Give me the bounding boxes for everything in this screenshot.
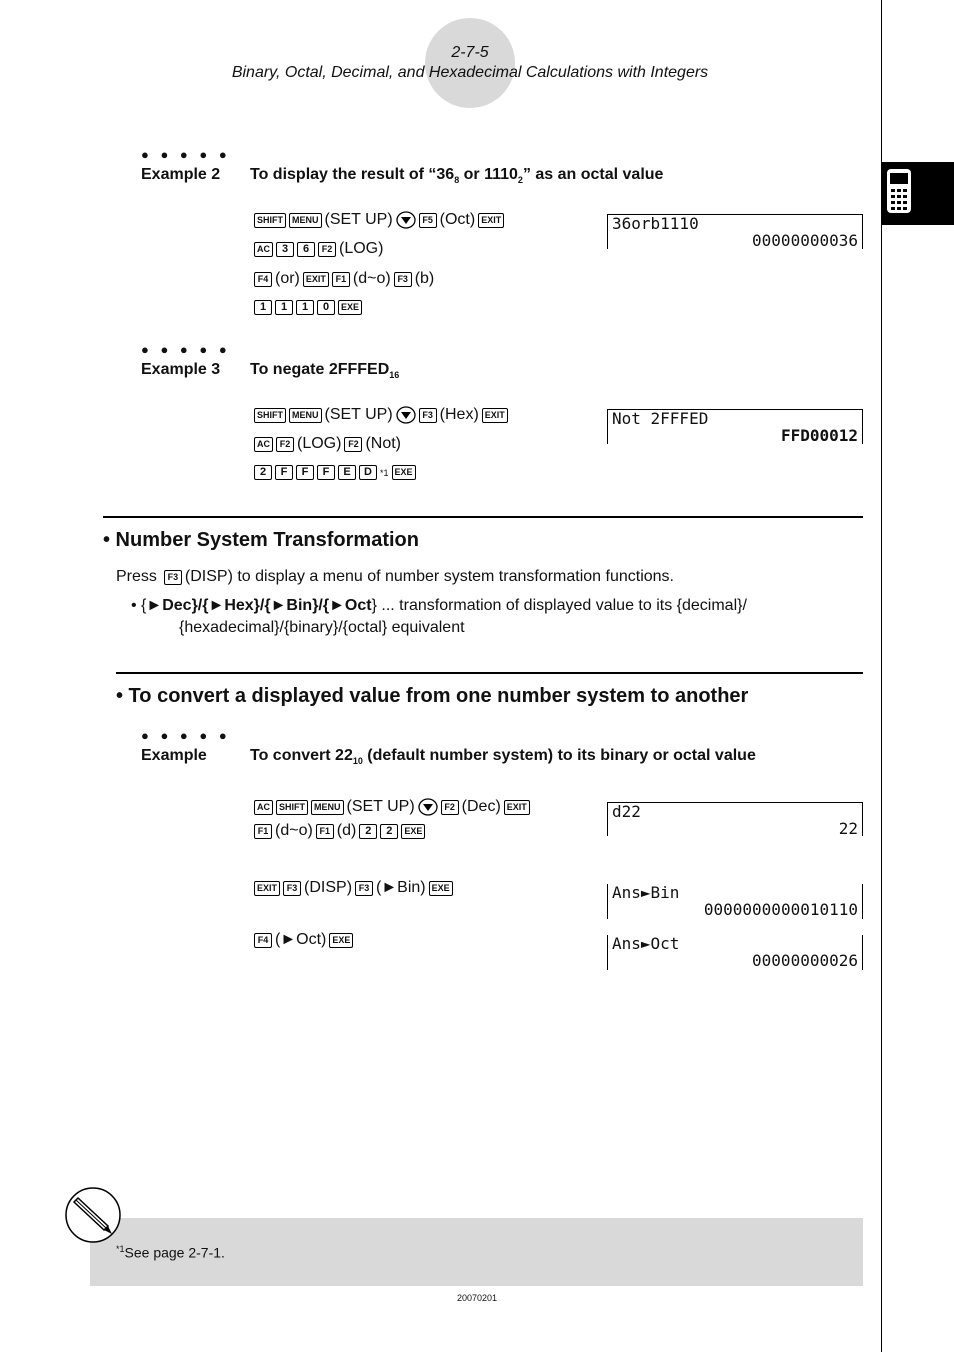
digit-1-key[interactable]: 1: [296, 300, 314, 315]
page-title: Binary, Octal, Decimal, and Hexadecimal Calculations with Integers: [231, 64, 709, 81]
hex-f-key[interactable]: F: [296, 465, 314, 480]
hex-f-key[interactable]: F: [317, 465, 335, 480]
menu-key[interactable]: MENU: [311, 800, 344, 815]
footnote-mark: *1: [380, 467, 389, 478]
example2-title: To display the result of “$36_8$ or $1110_2$” as an octal value: [250, 166, 664, 186]
example2-keys-line1: SHIFT MENU (SET UP) F5 (Oct) EXIT: [254, 211, 504, 229]
example3-title: To negate $2FFFED_{16}$: [250, 361, 400, 381]
example-dots: ● ● ● ● ●: [141, 147, 231, 162]
cursor-down-icon[interactable]: [418, 798, 438, 816]
digit-1-key[interactable]: 1: [275, 300, 293, 315]
section-bullet-continued: {hexadecimal}/{binary}/{octal} equivalent: [179, 619, 465, 636]
screen-line1: 36orb1110: [612, 214, 699, 233]
exe-key[interactable]: EXE: [338, 300, 362, 315]
f3-key[interactable]: F3: [394, 272, 412, 287]
hex-e-key[interactable]: E: [338, 465, 356, 480]
subsection-title: • To convert a displayed value from one number system to another: [116, 685, 749, 707]
exe-key[interactable]: EXE: [329, 933, 353, 948]
pencil-icon: [64, 1186, 122, 1244]
f2-key[interactable]: F2: [318, 242, 336, 257]
f3-key[interactable]: F3: [419, 408, 437, 423]
screen-line2: 00000000036: [752, 231, 858, 250]
footer-code: 20070201: [456, 1293, 498, 1303]
example2-screen: [607, 214, 863, 249]
hex-d-key[interactable]: D: [359, 465, 377, 480]
section-divider: [103, 516, 863, 518]
f1-key[interactable]: F1: [316, 824, 334, 839]
example2-keys-line4: [254, 300, 362, 315]
exit-key[interactable]: EXIT: [482, 408, 508, 423]
f1-key[interactable]: F1: [332, 272, 350, 287]
example4-screen2: [607, 884, 863, 919]
digit-1-key[interactable]: 1: [254, 300, 272, 315]
example4-title: To convert $22_{10}$ (default number system) to its binary or octal value: [250, 747, 756, 767]
subsection-divider: [116, 672, 863, 674]
menu-key[interactable]: MENU: [289, 408, 322, 423]
f1-key[interactable]: F1: [254, 824, 272, 839]
example2-label: Example 2: [141, 166, 221, 183]
screen-line1: Ans►Oct: [612, 934, 680, 953]
exit-key[interactable]: EXIT: [254, 881, 280, 896]
f2-key[interactable]: F2: [276, 437, 294, 452]
example4-screen1: [607, 802, 863, 836]
page-number: 2-7-5: [451, 44, 489, 61]
example3-keys-line2: AC F2 (LOG) F2 (Not): [254, 435, 401, 453]
f4-key[interactable]: F4: [254, 933, 272, 948]
f5-key[interactable]: F5: [419, 213, 437, 228]
example4-keys-line3: EXIT F3 (DISP) F3 (►Bin) EXE: [254, 879, 453, 897]
ac-key[interactable]: AC: [254, 437, 273, 452]
f4-key[interactable]: F4: [254, 272, 272, 287]
calculator-icon: [886, 168, 912, 214]
example3-keys-line3: [254, 465, 416, 480]
example4-keys-line2: F1 (d~o) F1 (d) 2 2 EXE: [254, 822, 425, 840]
example3-keys-line1: SHIFT MENU (SET UP) F3 (Hex) EXIT: [254, 406, 508, 424]
f3-key[interactable]: F3: [283, 881, 301, 896]
cursor-down-icon[interactable]: [396, 406, 416, 424]
digit-2-key[interactable]: 2: [359, 824, 377, 839]
f3-key[interactable]: F3: [164, 570, 182, 585]
section-bullet: • {►Dec}/{►Hex}/{►Bin}/{►Oct} ... transformation of displayed value to its {decimal}/: [131, 597, 747, 614]
header-circle: [425, 18, 515, 108]
example4-label: Example: [141, 747, 207, 764]
exit-key[interactable]: EXIT: [303, 272, 329, 287]
screen-line2: FFD00012: [780, 426, 858, 445]
shift-key[interactable]: SHIFT: [276, 800, 308, 815]
digit-6-key[interactable]: 6: [297, 242, 315, 257]
screen-line1: Not 2FFFED: [612, 409, 709, 428]
cursor-down-icon[interactable]: [396, 211, 416, 229]
f2-key[interactable]: F2: [441, 800, 459, 815]
example4-screen3: [607, 935, 863, 970]
exit-key[interactable]: EXIT: [478, 213, 504, 228]
menu-key[interactable]: MENU: [289, 213, 322, 228]
screen-line2: 22: [838, 819, 858, 838]
screen-line2: 00000000026: [752, 951, 858, 970]
example4-keys-line4: F4 (►Oct) EXE: [254, 931, 353, 949]
example2-keys-line2: AC 3 6 F2 (LOG): [254, 240, 383, 258]
f3-key[interactable]: F3: [355, 881, 373, 896]
digit-2-key[interactable]: 2: [380, 824, 398, 839]
screen-line1: d22: [612, 802, 641, 821]
ac-key[interactable]: AC: [254, 242, 273, 257]
example3-screen: [607, 409, 863, 444]
exe-key[interactable]: EXE: [429, 881, 453, 896]
ac-key[interactable]: AC: [254, 800, 273, 815]
example-dots: ● ● ● ● ●: [141, 342, 231, 357]
exit-key[interactable]: EXIT: [504, 800, 530, 815]
digit-0-key[interactable]: 0: [317, 300, 335, 315]
exe-key[interactable]: EXE: [401, 824, 425, 839]
section-title: • Number System Transformation: [103, 529, 419, 551]
digit-2-key[interactable]: 2: [254, 465, 272, 480]
example4-keys-line1: AC SHIFT MENU (SET UP) F2 (Dec) EXIT: [254, 798, 530, 816]
shift-key[interactable]: SHIFT: [254, 213, 286, 228]
footnote: $^{*1}$See page 2-7-1.: [116, 1244, 225, 1261]
section-description: Press F3 (DISP) to display a menu of number system transformation functions.: [116, 568, 674, 585]
f2-key[interactable]: F2: [344, 437, 362, 452]
exe-key[interactable]: EXE: [392, 465, 416, 480]
digit-3-key[interactable]: 3: [276, 242, 294, 257]
screen-line2: 0000000000010110: [703, 900, 858, 919]
screen-line1: Ans►Bin: [612, 883, 680, 902]
example2-keys-line3: F4 (or) EXIT F1 (d~o) F3 (b): [254, 270, 434, 288]
shift-key[interactable]: SHIFT: [254, 408, 286, 423]
example3-label: Example 3: [141, 361, 221, 378]
hex-f-key[interactable]: F: [275, 465, 293, 480]
example-dots: ● ● ● ● ●: [141, 728, 231, 743]
